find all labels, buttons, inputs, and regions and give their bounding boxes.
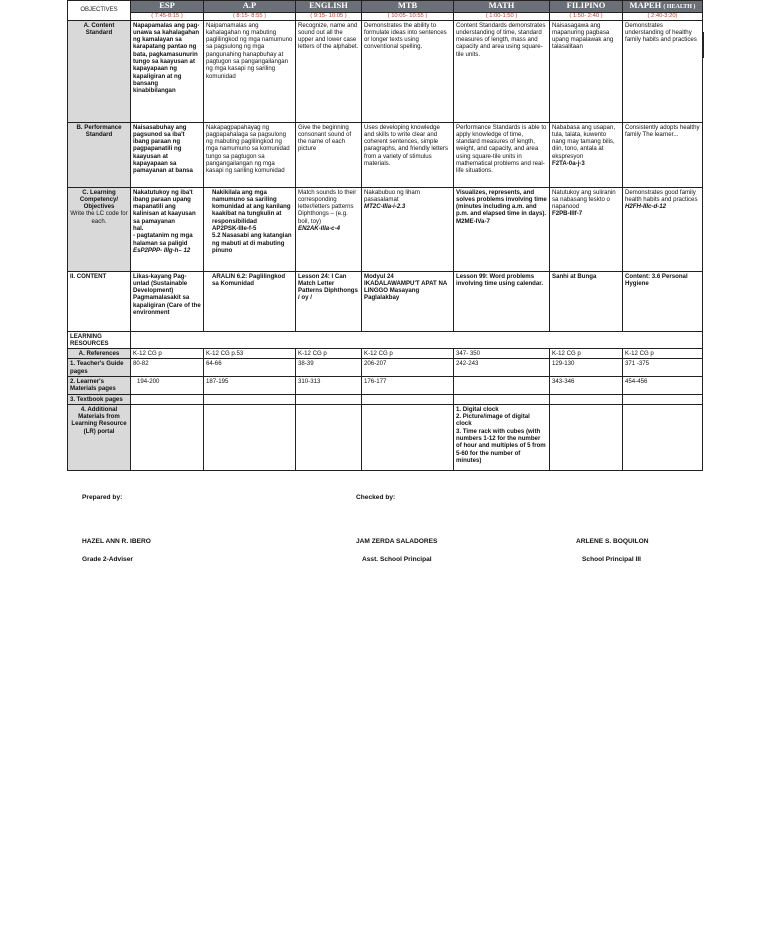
tg-filipino: 129-130 bbox=[550, 359, 623, 377]
principal-title: School Principal III bbox=[582, 556, 641, 563]
am-filipino bbox=[550, 404, 623, 470]
ref-filipino: K-12 CG p bbox=[550, 349, 623, 359]
time-row bbox=[68, 13, 703, 21]
time-esp: ( 7:45-8:15 ) bbox=[131, 13, 204, 21]
comp-mapeh-code: H2FH-IIIc-d-12 bbox=[625, 203, 666, 211]
lm-ap: 187-195 bbox=[204, 376, 296, 394]
performance-standard-row bbox=[68, 122, 703, 187]
lm-math bbox=[454, 376, 550, 394]
adviser-title: Grade 2-Adviser bbox=[82, 556, 133, 563]
adviser-name: HAZEL ANN R. IBERO bbox=[82, 538, 151, 545]
lesson-plan-sheet bbox=[67, 0, 702, 471]
prepared-by-label: Prepared by: bbox=[82, 494, 123, 501]
am-math-line: 1. Digital clock bbox=[456, 405, 499, 413]
tg-mapeh: 371 -375 bbox=[623, 359, 703, 377]
asst-principal-name: JAM ZERDA SALADORES bbox=[356, 538, 438, 545]
principal-name: ARLENE S. BOQUILON bbox=[576, 538, 649, 545]
content-english: Lesson 24: I Can Match Letter Patterns Diphthongs / oy / bbox=[296, 271, 362, 331]
comp-english-line: Diphthongs – (e.g. boil, toy) bbox=[298, 210, 348, 225]
subject-esp: ESP bbox=[131, 1, 204, 13]
references-row bbox=[68, 349, 703, 359]
tb-mapeh bbox=[623, 394, 703, 404]
cs-mapeh: Demonstrates understanding of healthy family habits and practices bbox=[623, 20, 703, 122]
content-standard-label: A. Content Standard bbox=[68, 20, 131, 122]
performance-standard-label: B. Performance Standard bbox=[68, 122, 131, 187]
ref-math: 347- 350 bbox=[454, 349, 550, 359]
comp-english-line: Match sounds to their corresponding letter/letters patterns bbox=[298, 188, 357, 211]
am-math-line: 3. Time rack with cubes (with numbers 1-12 for the number of hour and multiples of 5 from 5-60 for the number of minutes) bbox=[456, 427, 546, 464]
learning-resources-label: LEARNING RESOURCES bbox=[68, 331, 131, 349]
competency-sublabel: Write the LC code for each. bbox=[70, 210, 128, 225]
comp-ap-extra: 5.2 Nasasabi ang katangian ng mabuti at di mabuting pinuno bbox=[212, 232, 292, 254]
content-row bbox=[68, 271, 703, 331]
page-edge-mark bbox=[699, 32, 704, 58]
competency-label bbox=[68, 187, 131, 271]
comp-mapeh-line: Demonstrates good family health habits and practices bbox=[625, 188, 698, 203]
tb-esp bbox=[131, 394, 204, 404]
textbook-row bbox=[68, 394, 703, 404]
ps-mtb: Uses developing knowledge and skills to write clear and coherent sentences, simple paragraphs, and friendly letters from a variety of stimulus materials. bbox=[362, 122, 454, 187]
lm-filipino: 343-346 bbox=[550, 376, 623, 394]
tb-filipino bbox=[550, 394, 623, 404]
learning-resources-row bbox=[68, 331, 703, 349]
tg-math: 242-243 bbox=[454, 359, 550, 377]
additional-materials-label: 4. Additional Materials from Learning Resource (LR) portal bbox=[68, 404, 131, 470]
subject-mapeh bbox=[623, 1, 703, 13]
content-mapeh: Content: 3.6 Personal Hygiene bbox=[623, 271, 703, 331]
am-mtb bbox=[362, 404, 454, 470]
ps-english: Give the beginning consonant sound of the name of each picture bbox=[296, 122, 362, 187]
ref-mtb: K-12 CG p bbox=[362, 349, 454, 359]
comp-esp-line: hal. bbox=[133, 224, 144, 232]
learners-materials-row bbox=[68, 376, 703, 394]
ref-mapeh: K-12 CG p bbox=[623, 349, 703, 359]
teachers-guide-label: 1. Teacher's Guide pages bbox=[68, 359, 131, 377]
comp-filipino-code: F2PB-IIIf-7 bbox=[552, 210, 583, 218]
subject-english: ENGLISH bbox=[296, 1, 362, 13]
tb-mtb bbox=[362, 394, 454, 404]
content-mtb: Modyul 24 IKADALAWAMPU'T APAT NA LINGGO Masayang Paglalakbay bbox=[362, 271, 454, 331]
cs-esp: Napapamalas ang pag-unawa sa kahalagahan ng kamalayan sa karapatang pantao ng bata, pagkamasunurin tungo sa kaayusan at kapayapaan ng kapaligiran at ng bansang kinabibilangan bbox=[131, 20, 204, 122]
comp-mapeh bbox=[623, 187, 703, 271]
cs-ap: Naipamamalas ang kahalagahan ng mabuting paglilingkod ng mga namumuno sa pagsulong ng mga pangunahing hanapbuhay at pagtugon sa pangangailangan ng mga kasapi ng sariling komunidad bbox=[204, 20, 296, 122]
lm-mtb: 176-177 bbox=[362, 376, 454, 394]
time-mapeh: ( 2:40-3:20) bbox=[623, 13, 703, 21]
content-math: Lesson 99: Word problems involving time using calendar. bbox=[454, 271, 550, 331]
learners-materials-label: 2. Learner's Materials pages bbox=[68, 376, 131, 394]
comp-esp-line: - pagtatanim ng mga halaman sa paligid bbox=[133, 232, 193, 247]
checked-by-label: Checked by: bbox=[356, 494, 396, 501]
am-mapeh bbox=[623, 404, 703, 470]
comp-esp-line: Nakatutukoy ng iba't ibang paraan upang mapanatili ang kalinisan at kaayusan sa pamayanan bbox=[133, 188, 196, 225]
competency-row bbox=[68, 187, 703, 271]
content-ap: ARALIN 6.2: Paglilingkod sa Komunidad bbox=[204, 271, 296, 331]
comp-filipino bbox=[550, 187, 623, 271]
time-ap: ( 8:15- 8:55 ) bbox=[204, 13, 296, 21]
competency-label-text: C. Learning Competency/ Objectives bbox=[79, 188, 119, 211]
lm-esp: 194-200 bbox=[131, 376, 204, 394]
content-esp: Likas-kayang Pag-unlad (Sustainable Development) Pagmamalasakit sa kapaligiran (Care of the environment bbox=[131, 271, 204, 331]
comp-english bbox=[296, 187, 362, 271]
ps-math: Performance Standards is able to apply knowledge of time, standard measures of length, weight, and capacity, and area using square-tile units in mathematical problems and real-life situations. bbox=[454, 122, 550, 187]
asst-principal-title: Asst. School Principal bbox=[362, 556, 432, 563]
ps-filipino bbox=[550, 122, 623, 187]
additional-materials-row bbox=[68, 404, 703, 470]
content-label: II. CONTENT bbox=[68, 271, 131, 331]
mapeh-label: MAPEH bbox=[629, 0, 662, 10]
comp-mtb-code: MT2C-IIIa-i-2.3 bbox=[364, 203, 406, 211]
teachers-guide-row bbox=[68, 359, 703, 377]
ref-esp: K-12 CG p bbox=[131, 349, 204, 359]
comp-math-line: Visualizes, represents, and solves problems involving time (minutes including a.m. and p.m. and elapsed time in days). bbox=[456, 188, 547, 218]
lm-english: 310-313 bbox=[296, 376, 362, 394]
comp-ap-line: Nakikilala ang mga namumuno sa sariling komunidad at ang kanilang kaakibat na tungkulin at responsibilidad bbox=[212, 188, 291, 225]
ref-ap: K-12 CG p.53 bbox=[204, 349, 296, 359]
textbook-label: 3. Textbook pages bbox=[68, 394, 131, 404]
comp-mtb bbox=[362, 187, 454, 271]
comp-math-code: M2ME-IVa-7 bbox=[456, 217, 490, 225]
tb-english bbox=[296, 394, 362, 404]
comp-math bbox=[454, 187, 550, 271]
cs-filipino: Naisasagawa ang mapanuring pagbasa upang mapalawak ang talasalitaan bbox=[550, 20, 623, 122]
ps-filipino-code: F2TA-0a-j-3 bbox=[552, 159, 585, 167]
subject-filipino: FILIPINO bbox=[550, 1, 623, 13]
am-math-line: 2. Picture/image of digital clock bbox=[456, 413, 530, 428]
am-ap bbox=[204, 404, 296, 470]
am-math bbox=[454, 404, 550, 470]
lesson-plan-table bbox=[67, 0, 703, 471]
ps-mapeh: Consistently adopts healthy family The learner... bbox=[623, 122, 703, 187]
am-esp bbox=[131, 404, 204, 470]
ps-ap: Nakapagpapahayag ng pagpapahalaga sa pagsulong ng mabuting paglilingkod ng mga namumuno sa komunidad tungo sa pagtugon sa pangangailangan ng mga kasapi ng sariling komunidad bbox=[204, 122, 296, 187]
time-filipino: ( 1:50- 2:40 ) bbox=[550, 13, 623, 21]
content-standard-row bbox=[68, 20, 703, 122]
cs-mtb: Demonstrates the ability to formulate ideas into sentences or longer texts using conventional spelling. bbox=[362, 20, 454, 122]
references-label: A. References bbox=[68, 349, 131, 359]
subject-mtb: MTB bbox=[362, 1, 454, 13]
tg-english: 38-39 bbox=[296, 359, 362, 377]
tb-math bbox=[454, 394, 550, 404]
comp-ap-code: AP2PSK-IIIe-f-5 bbox=[212, 224, 257, 232]
ref-english: K-12 CG p bbox=[296, 349, 362, 359]
subject-math: MATH bbox=[454, 1, 550, 13]
time-english: ( 9:15- 10:05 ) bbox=[296, 13, 362, 21]
comp-ap bbox=[204, 187, 296, 271]
lm-mapeh: 454-456 bbox=[623, 376, 703, 394]
cs-math: Content Standards demonstrates understanding of time, standard measures of length, mass and capacity and area using square-tile units. bbox=[454, 20, 550, 122]
subject-header-row bbox=[68, 1, 703, 13]
comp-filipino-line: Natutukoy ang suliranin sa nabasang teskto o napanood bbox=[552, 188, 616, 211]
tb-ap bbox=[204, 394, 296, 404]
am-english bbox=[296, 404, 362, 470]
tg-ap: 64-66 bbox=[204, 359, 296, 377]
time-mtb: ( 10:05- 10:55 ) bbox=[362, 13, 454, 21]
comp-english-code: EN2AK-IIIa-c-4 bbox=[298, 224, 340, 232]
content-filipino: Sanhi at Bunga bbox=[550, 271, 623, 331]
tg-mtb: 206-207 bbox=[362, 359, 454, 377]
ps-esp: Naisasabuhay ang pagsunod sa iba't ibang paraan ng pagpapanatili ng kaayusan at kapayapaan sa pamayanan at bansa bbox=[131, 122, 204, 187]
mapeh-sub-label: ( HEALTH ) bbox=[663, 4, 696, 10]
tg-esp: 80-82 bbox=[131, 359, 204, 377]
cs-english: Recognize, name and sound out all the upper and lower case letters of the alphabet. bbox=[296, 20, 362, 122]
comp-mtb-line: Nakabubuo ng liham pasasalamat bbox=[364, 188, 420, 203]
ps-filipino-text: Nababasa ang usapan, tula, talata, kuwento nang may tamang bilis, diin, tono, antala at ekspresyon bbox=[552, 123, 616, 160]
learning-resources-empty bbox=[131, 331, 703, 349]
comp-esp bbox=[131, 187, 204, 271]
time-math: ( 1:00-1:50 ) bbox=[454, 13, 550, 21]
subject-ap: A.P bbox=[204, 1, 296, 13]
comp-esp-code: EsP2PPP- IIIg-h– 12 bbox=[133, 246, 191, 254]
objectives-header: OBJECTIVES bbox=[68, 1, 131, 21]
